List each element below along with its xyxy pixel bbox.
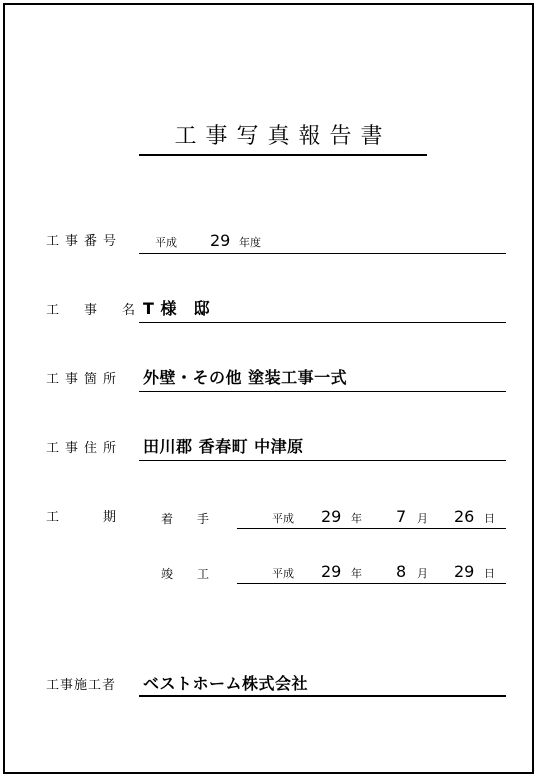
start-year: 29 (321, 507, 342, 526)
underline-number (139, 253, 506, 254)
underline-name (139, 322, 506, 323)
underline-start (237, 528, 506, 529)
document-title: 工事写真報告書 (139, 124, 427, 156)
construction-name-value: T 様 邸 (143, 299, 210, 318)
end-year-unit: 年 (351, 567, 362, 580)
end-month-unit: 月 (417, 567, 428, 580)
contractor-value: ベストホーム株式会社 (143, 674, 309, 693)
start-year-unit: 年 (351, 512, 362, 525)
number-year-unit: 年度 (239, 236, 261, 249)
label-construction-period: 工 期 (46, 510, 123, 525)
period-start-label: 着 手 (161, 512, 210, 526)
end-month: 8 (396, 562, 407, 581)
label-contractor: 工事施工者 (46, 678, 117, 693)
start-day: 26 (454, 507, 475, 526)
start-day-unit: 日 (484, 512, 495, 525)
label-construction-scope: 工事箇所 (46, 372, 123, 387)
label-construction-number: 工事番号 (46, 234, 123, 249)
number-year: 29 (210, 231, 231, 250)
construction-address-value: 田川郡 香春町 中津原 (143, 437, 304, 456)
underline-contractor (139, 695, 506, 697)
document-frame (3, 3, 534, 774)
end-year: 29 (321, 562, 342, 581)
label-construction-address: 工事住所 (46, 441, 123, 456)
label-construction-name: 工 事 名 (46, 303, 142, 318)
number-era: 平成 (155, 236, 177, 249)
period-end-label: 竣 工 (161, 567, 210, 581)
underline-end (237, 583, 506, 584)
end-era: 平成 (272, 567, 294, 580)
underline-address (139, 460, 506, 461)
start-month-unit: 月 (417, 512, 428, 525)
underline-scope (139, 391, 506, 392)
end-day: 29 (454, 562, 475, 581)
start-era: 平成 (272, 512, 294, 525)
construction-scope-value: 外壁・その他 塗装工事一式 (143, 368, 348, 387)
start-month: 7 (396, 507, 407, 526)
end-day-unit: 日 (484, 567, 495, 580)
